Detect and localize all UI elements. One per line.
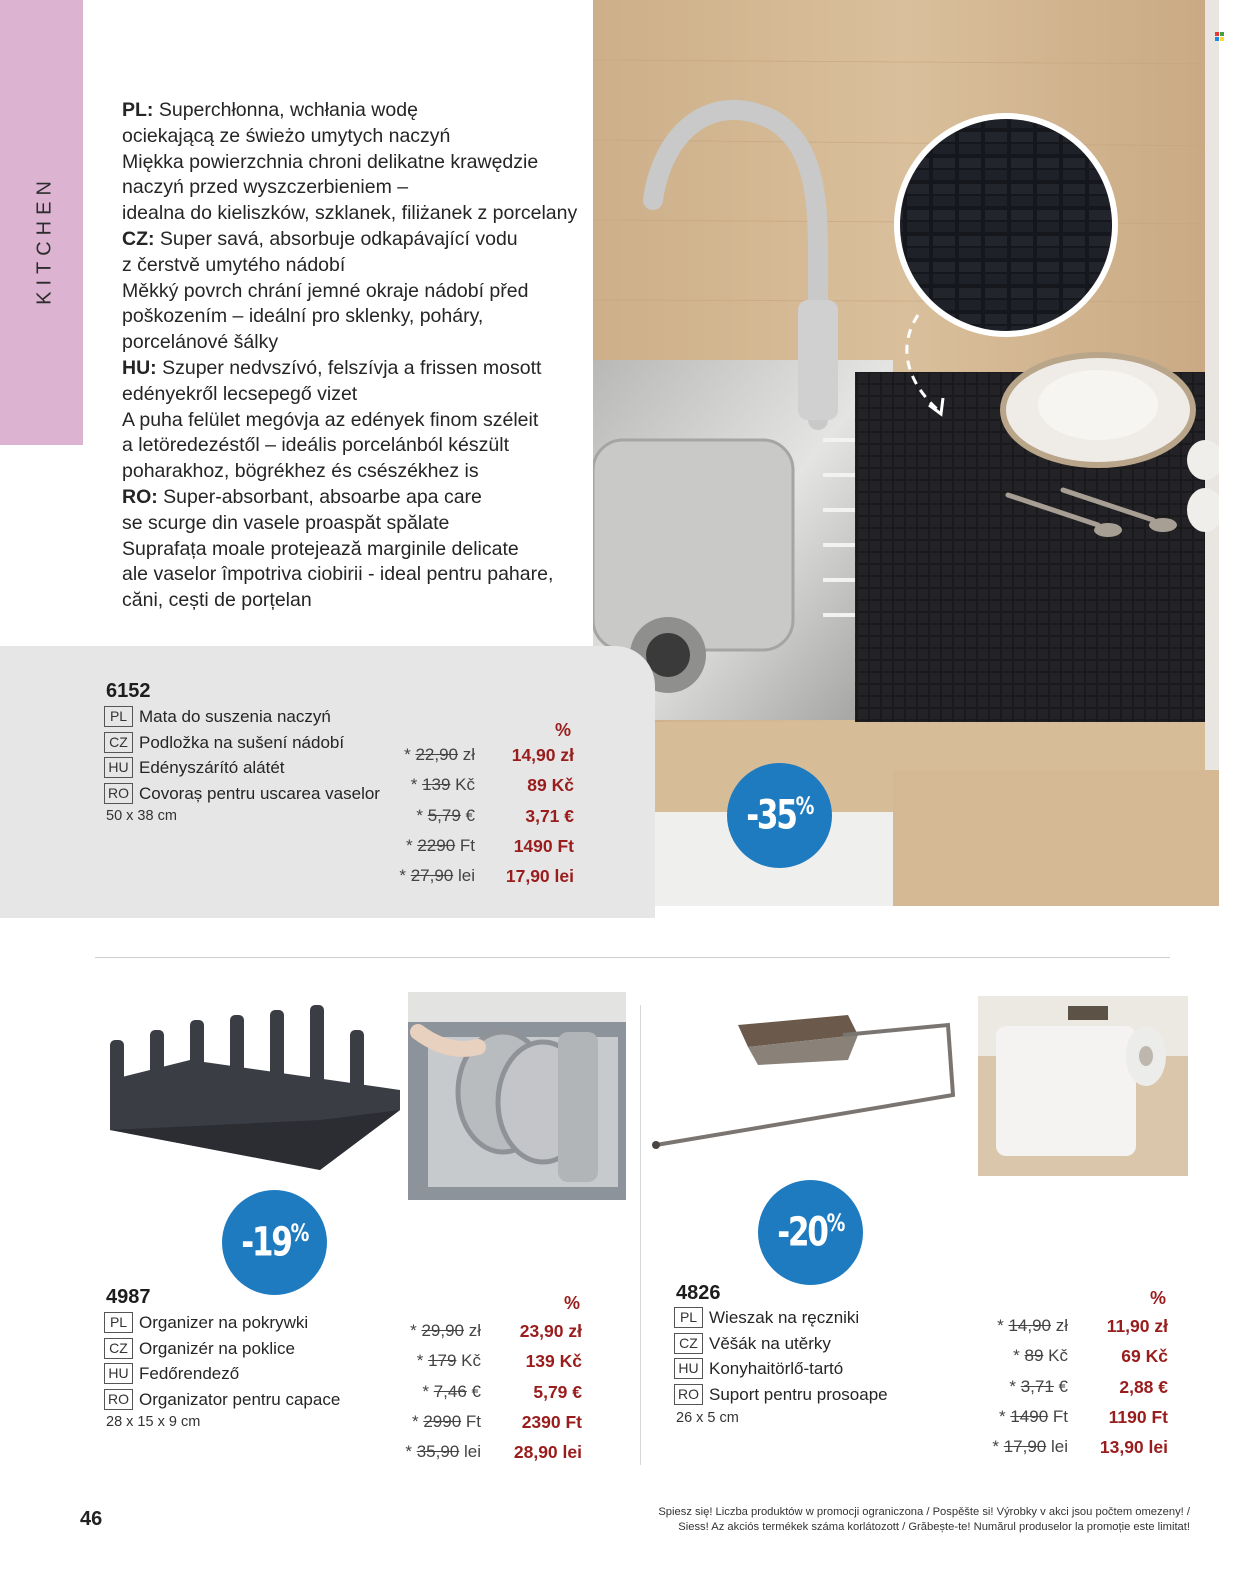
page-number: 46 (80, 1508, 103, 1530)
description-line (122, 588, 592, 614)
language-prefix: HU: (122, 356, 157, 379)
new-price: 14,90 zł (511, 745, 574, 765)
new-price: 69 Kč (1121, 1346, 1168, 1367)
old-price-star: * (416, 1351, 429, 1371)
old-price-star: * (1009, 1376, 1021, 1396)
old-price-star: * (411, 1411, 424, 1431)
old-price-unit: lei (1046, 1437, 1068, 1457)
product-name-row (674, 1356, 888, 1382)
product-code: 4987 (106, 1286, 151, 1308)
description-line (122, 382, 592, 408)
old-price-unit: zł (1051, 1316, 1068, 1335)
old-price-star: * (997, 1316, 1009, 1335)
description-text: A puha felület megóvja az edények finom széleit (122, 408, 539, 431)
product-name: Wieszak na ręczniki (709, 1308, 860, 1327)
product-name-row (104, 1361, 340, 1387)
discount-badge: -20% (758, 1180, 863, 1285)
color-mark-icon (1215, 32, 1224, 41)
promo-disclaimer: Spiesz się! Liczba produktów w promocji ograniczona / Pospěšte si! Výrobky v akci jsou počtem omezeny! / Siess! Az akciós termékek száma korlátozott / Grăbește-te! Numărul produselor la promoție este limitat! (658, 1506, 1190, 1533)
language-prefix: CZ: (122, 227, 155, 250)
new-price: 5,79 € (533, 1381, 582, 1402)
new-prices (454, 740, 574, 891)
old-price-value: 3,71 (1020, 1376, 1054, 1396)
description-text: porcelánové šálky (122, 331, 279, 354)
product-name: Fedőrendező (139, 1364, 240, 1383)
old-price-unit: € (460, 805, 475, 825)
description-text: a letöredezéstől – ideális porcelánból készült (122, 434, 509, 457)
old-price-star: * (410, 1321, 422, 1340)
percent-symbol: % (1150, 1288, 1167, 1308)
description-text: idealna do kieliszków, szklanek, filiżanek z porcelany (122, 202, 578, 225)
product-description (122, 98, 592, 614)
description-line (122, 253, 592, 279)
old-price-value: 5,79 (427, 805, 461, 825)
new-price: 11,90 zł (1106, 1316, 1168, 1336)
product-name-row (104, 704, 380, 730)
description-text: Super savá, absorbuje odkapávající vodu (154, 227, 518, 250)
product-name: Covoraș pentru uscarea vaselor (139, 783, 380, 803)
description-line (122, 279, 592, 305)
old-price-star: * (416, 805, 428, 825)
old-price-star: * (1013, 1346, 1025, 1366)
old-price-star: * (404, 745, 416, 764)
product-name-row (674, 1331, 888, 1357)
old-price-unit: Kč (450, 775, 475, 795)
discount-badge: -35% (727, 763, 832, 868)
description-text: poharakhoz, bögrékhez és csészékhez is (122, 460, 479, 483)
old-price-unit: lei (453, 866, 475, 886)
description-text: Miękka powierzchnia chroni delikatne krawędzie (122, 150, 539, 173)
description-text: Suprafața moale protejează marginile delicate (122, 537, 519, 560)
description-line (122, 537, 592, 563)
old-price-value: 179 (428, 1351, 457, 1371)
description-line (122, 485, 592, 511)
column-divider (640, 1005, 641, 1465)
old-price-value: 139 (422, 775, 451, 795)
language-code: CZ (104, 1338, 133, 1359)
new-prices (1048, 1311, 1168, 1462)
old-price-value: 2990 (423, 1411, 462, 1431)
new-price: 23,90 zł (519, 1321, 582, 1341)
description-text: ale vaselor împotriva ciobirii - ideal pentru pahare, (122, 563, 554, 586)
language-code: RO (104, 1389, 133, 1410)
description-line (122, 175, 592, 201)
old-price-value: 2290 (417, 835, 456, 855)
description-line (122, 201, 592, 227)
description-text: se scurge din vasele proaspăt spălate (122, 511, 450, 534)
old-price-unit: Ft (461, 1411, 481, 1431)
old-price-star: * (410, 775, 423, 795)
language-code: HU (674, 1358, 703, 1379)
language-code: RO (674, 1384, 703, 1405)
description-line (122, 330, 592, 356)
product-size: 28 x 15 x 9 cm (106, 1414, 201, 1430)
product-code: 4826 (676, 1282, 721, 1304)
hero-photo-dish-mat (593, 0, 1219, 906)
new-prices (462, 1316, 582, 1467)
paper-towel-photo (978, 996, 1188, 1176)
product-name: Organizator pentru capace (139, 1389, 341, 1409)
language-code: CZ (674, 1333, 703, 1354)
product-name: Věšák na utěrky (709, 1333, 831, 1353)
new-price: 139 Kč (525, 1351, 582, 1372)
product-name: Suport pentru prosoape (709, 1384, 888, 1404)
product-name-row (674, 1382, 888, 1408)
description-text: Super-absorbant, absoarbe apa care (157, 485, 482, 508)
new-price: 17,90 lei (505, 866, 574, 887)
product-names (674, 1305, 888, 1407)
old-price-unit: lei (459, 1442, 481, 1462)
product-name: Edényszárító alátét (139, 758, 285, 777)
old-price-value: 29,90 (421, 1321, 464, 1340)
product-name: Podložka na sušení nádobí (139, 732, 345, 752)
section-divider (95, 957, 1170, 958)
language-code: RO (104, 783, 133, 804)
language-code: PL (674, 1307, 703, 1328)
description-line (122, 408, 592, 434)
old-price-unit: zł (464, 1321, 481, 1340)
percent-symbol: % (555, 720, 572, 740)
discount-badge: -19% (222, 1190, 327, 1295)
product-names (104, 1310, 340, 1412)
old-price-star: * (405, 1442, 417, 1462)
old-price-value: 7,46 (433, 1381, 467, 1401)
product-name: Organizér na poklice (139, 1338, 295, 1358)
description-text: ociekającą ze świeżo umytych naczyń (122, 124, 451, 147)
lid-organizer-photo (100, 1000, 400, 1180)
old-price-unit: Kč (1043, 1346, 1068, 1366)
old-price-star: * (998, 1406, 1011, 1426)
old-price-unit: Kč (456, 1351, 481, 1371)
description-text: căni, cești de porțelan (122, 589, 312, 612)
description-line (122, 433, 592, 459)
towel-holder-photo (648, 1015, 958, 1150)
description-text: naczyń przed wyszczerbieniem – (122, 176, 409, 199)
new-price: 13,90 lei (1099, 1437, 1168, 1458)
description-text: Superchłonna, wchłania wodę (153, 99, 418, 121)
language-code: PL (104, 706, 133, 727)
old-price-unit: Ft (455, 835, 475, 855)
new-price: 89 Kč (527, 775, 574, 796)
language-prefix: PL: (122, 99, 154, 121)
language-code: PL (104, 1312, 133, 1333)
old-price-value: 14,90 (1008, 1316, 1051, 1335)
old-price-value: 89 (1024, 1346, 1044, 1366)
product-name-row (104, 1336, 340, 1362)
old-price-star: * (422, 1381, 434, 1401)
description-line (122, 227, 592, 253)
old-price-value: 17,90 (1003, 1437, 1047, 1457)
product-code: 6152 (106, 680, 151, 702)
product-name-row (104, 1387, 340, 1413)
description-line (122, 124, 592, 150)
product-name-row (104, 1310, 340, 1336)
old-price-value: 35,90 (416, 1442, 460, 1462)
description-line (122, 562, 592, 588)
description-text: edényekről lecsepegő vizet (122, 382, 358, 405)
product-name-row (674, 1305, 888, 1331)
old-price-unit: zł (458, 745, 475, 764)
section-label: KITCHEN (33, 175, 56, 305)
product-name: Organizer na pokrywki (139, 1313, 309, 1332)
description-line (122, 150, 592, 176)
description-text: z čerstvě umytého nádobí (122, 253, 346, 276)
language-code: CZ (104, 732, 133, 753)
product-names (104, 704, 380, 806)
product-name: Mata do suszenia naczyń (139, 707, 331, 726)
description-text: Měkký povrch chrání jemné okraje nádobí před (122, 279, 529, 302)
description-line (122, 98, 592, 124)
old-price-star: * (992, 1437, 1004, 1457)
old-price-value: 22,90 (415, 745, 458, 764)
old-price-star: * (405, 835, 418, 855)
new-price: 1490 Ft (513, 835, 574, 856)
description-line (122, 459, 592, 485)
new-price: 1190 Ft (1108, 1406, 1168, 1427)
new-price: 3,71 € (525, 805, 574, 826)
description-line (122, 304, 592, 330)
language-code: HU (104, 757, 133, 778)
old-price-unit: € (1053, 1376, 1068, 1396)
language-code: HU (104, 1363, 133, 1384)
description-line (122, 511, 592, 537)
old-price-star: * (399, 866, 411, 886)
new-price: 28,90 lei (513, 1442, 582, 1463)
old-price-unit: € (466, 1381, 481, 1401)
product-name-row (104, 730, 380, 756)
description-text: Szuper nedvszívó, felszívja a frissen mosott (156, 356, 542, 379)
product-size: 50 x 38 cm (106, 808, 177, 824)
old-price-value: 27,90 (410, 866, 454, 886)
description-text: poškozením – ideální pro sklenky, poháry, (122, 305, 484, 328)
product-name: Konyhaitörlő-tartó (709, 1359, 844, 1378)
old-price-value: 1490 (1010, 1406, 1049, 1426)
product-size: 26 x 5 cm (676, 1410, 739, 1426)
percent-symbol: % (564, 1293, 581, 1313)
new-price: 2390 Ft (521, 1411, 582, 1432)
language-prefix: RO: (122, 485, 158, 508)
product-name-row (104, 781, 380, 807)
product-name-row (104, 755, 380, 781)
drawer-organizer-photo (408, 992, 626, 1200)
new-price: 2,88 € (1119, 1376, 1168, 1397)
old-price-unit: Ft (1048, 1406, 1068, 1426)
description-line (122, 356, 592, 382)
